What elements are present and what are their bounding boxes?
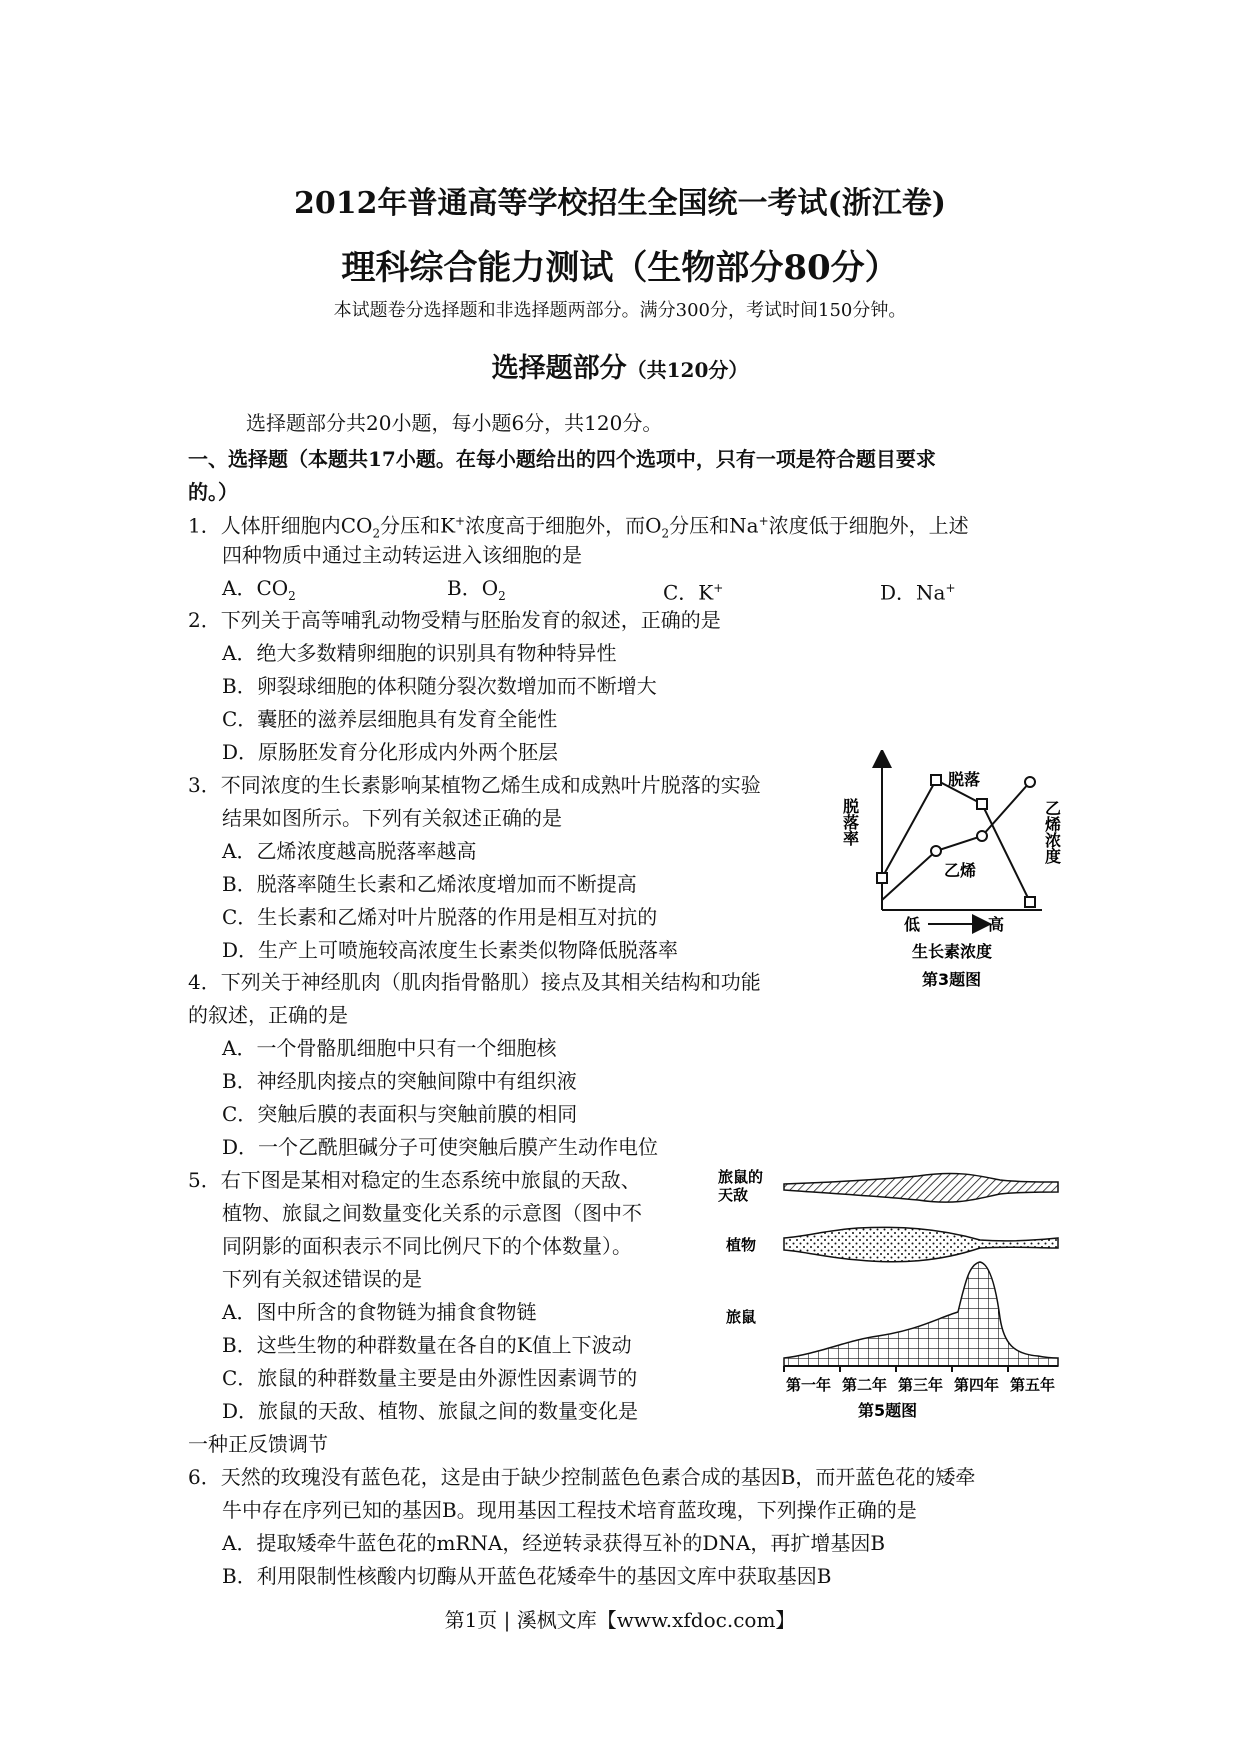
q4-option-a: A．一个骨骼肌细胞中只有一个细胞核 [222, 1036, 557, 1060]
section-title [0, 346, 1240, 385]
q1-text-d: 分压和Na [669, 513, 759, 538]
q1-sup: + [758, 514, 769, 528]
q6-stem-line2: 牛中存在序列已知的基因B。现用基因工程技术培育蓝玫瑰，下列操作正确的是 [222, 1498, 917, 1522]
fig5-caption: 第5题图 [858, 1401, 918, 1418]
fig3-shed-label: 脱落 [948, 770, 981, 789]
q1-option-c: C．K+ [663, 580, 724, 605]
q1-option-a: A．$CO_2$ [222, 576, 296, 603]
q3-option-a: A．乙烯浓度越高脱落率越高 [222, 839, 477, 863]
figure-5 [718, 1168, 1080, 1418]
footer-separator: | [503, 1608, 511, 1632]
fig3-ylabel-left: 脱落率 [840, 798, 860, 846]
fig3-shed-point [877, 873, 887, 883]
q4-option-c: C．突触后膜的表面积与突触前膜的相同 [222, 1102, 578, 1126]
fig3-ylabel-right: 乙烯浓度 [1042, 800, 1062, 864]
q4-stem-line1: 4．下列关于神经肌肉（肌肉指骨骼肌）接点及其相关结构和功能 [188, 970, 761, 994]
q5-stem-line1: 5．右下图是某相对稳定的生态系统中旅鼠的天敌、 [188, 1168, 641, 1192]
q5-option-a: A．图中所含的食物链为捕食食物链 [222, 1300, 537, 1324]
q1-stem-line2: 四种物质中通过主动转运进入该细胞的是 [222, 543, 582, 567]
footer-site-link[interactable]: 溪枫文库【www.xfdoc.com】 [516, 1608, 796, 1632]
q2-option-b: B．卵裂球细胞的体积随分裂次数增加而不断增大 [222, 674, 657, 698]
q2-option-d: D．原肠胚发育分化形成内外两个胚层 [222, 740, 559, 764]
q1-option-d: D．Na+ [880, 580, 956, 605]
fig3-ethylene-point [931, 846, 941, 856]
exam-subtitle: 理科综合能力测试（生物部分80分） [341, 248, 899, 288]
fig5-year-4: 第四年 [954, 1376, 1000, 1394]
q6-option-b: B．利用限制性核酸内切酶从开蓝色花矮牵牛的基因文库中获取基因B [222, 1564, 832, 1588]
q4-option-d: D．一个乙酰胆碱分子可使突触后膜产生动作电位 [222, 1135, 659, 1159]
fig3-x-low: 低 [904, 915, 921, 934]
q1-text-e: 浓度低于细胞外，上述 [768, 513, 969, 538]
q5-stem-line3: 同阴影的面积表示不同比例尺下的个体数量）。 [222, 1234, 632, 1258]
page-footer [0, 1604, 1240, 1633]
fig3-x-high: 高 [988, 915, 1005, 934]
q3-option-c: C．生长素和乙烯对叶片脱落的作用是相互对抗的 [222, 905, 658, 929]
fig5-label-predator: 旅鼠的天敌 [718, 1168, 764, 1204]
section-name: 选择题部分 [491, 353, 627, 384]
fig3-ethylene-point [977, 831, 987, 841]
fig5-label-plant: 植物 [726, 1236, 757, 1254]
q5-stem-line2: 植物、旅鼠之间数量变化关系的示意图（图中不 [222, 1201, 642, 1225]
section-points: （共120分） [626, 358, 749, 382]
fig3-ethylene-label: 乙烯 [944, 861, 977, 880]
q3-stem-line1: 3．不同浓度的生长素影响某植物乙烯生成和成熟叶片脱落的实验 [188, 773, 761, 797]
q1-sup: + [455, 514, 466, 528]
fig5-year-2: 第二年 [842, 1376, 888, 1394]
q5-option-d-line2: 一种正反馈调节 [188, 1432, 328, 1456]
fig3-ethylene-line [882, 782, 1030, 900]
exam-title: 2012年普通高等学校招生全国统一考试(浙江卷) [294, 186, 946, 221]
q5-option-d-line1: D．旅鼠的天敌、植物、旅鼠之间的数量变化是 [222, 1399, 639, 1423]
exam-note: 本试题卷分选择题和非选择题两部分。满分300分，考试时间150分钟。 [333, 300, 907, 321]
fig5-predator-band [784, 1173, 1058, 1202]
fig5-year-5: 第五年 [1010, 1376, 1056, 1394]
q1-sub: 2 [372, 526, 381, 541]
page-number: 第1页 [444, 1608, 498, 1632]
part-header-line1: 一、选择题（本题共17小题。在每小题给出的四个选项中，只有一项是符合题目要求 [188, 447, 936, 471]
q6-option-a: A．提取矮牵牛蓝色花的mRNA，经逆转录获得互补的DNA，再扩增基因B [222, 1531, 886, 1555]
q5-option-b: B．这些生物的种群数量在各自的K值上下波动 [222, 1333, 632, 1357]
q6-stem-line1: 6．天然的玫瑰没有蓝色花，这是由于缺少控制蓝色色素合成的基因B，而开蓝色花的矮牵 [188, 1465, 976, 1489]
q1-text-a: 1．人体肝细胞内CO [188, 513, 373, 538]
q1-text-b: 分压和K [380, 513, 456, 538]
intro-text: 选择题部分共20小题，每小题6分，共120分。 [246, 411, 663, 435]
q2-option-c: C．囊胚的滋养层细胞具有发育全能性 [222, 707, 558, 731]
fig5-lemming-area [784, 1262, 1058, 1366]
fig3-caption: 第3题图 [922, 970, 982, 989]
fig5-year-3: 第三年 [898, 1376, 944, 1394]
fig3-shed-line [882, 780, 1030, 902]
fig5-year-1: 第一年 [786, 1376, 832, 1394]
q4-option-b: B．神经肌肉接点的突触间隙中有组织液 [222, 1069, 577, 1093]
fig5-plant-band [784, 1227, 1058, 1261]
q1-option-b: B．$O_2$ [447, 576, 506, 603]
q3-stem-line2: 结果如图所示。下列有关叙述正确的是 [222, 806, 562, 830]
q2-option-a: A．绝大多数精卵细胞的识别具有物种特异性 [222, 641, 617, 665]
fig5-label-lemming: 旅鼠 [726, 1308, 757, 1326]
q2-stem: 2．下列关于高等哺乳动物受精与胚胎发育的叙述，正确的是 [188, 608, 721, 632]
fig3-xlabel: 生长素浓度 [912, 942, 993, 961]
part-header-line2: 的。） [188, 480, 238, 504]
figure-3 [840, 750, 1080, 1002]
q1-sub: 2 [661, 526, 670, 541]
q3-option-b: B．脱落率随生长素和乙烯浓度增加而不断提高 [222, 872, 637, 896]
q4-stem-line2: 的叙述，正确的是 [188, 1003, 348, 1027]
fig3-shed-point [977, 799, 987, 809]
q3-option-d: D．生产上可喷施较高浓度生长素类似物降低脱落率 [222, 938, 679, 962]
q1-text-c: 浓度高于细胞外，而O [465, 513, 662, 538]
q5-option-c: C．旅鼠的种群数量主要是由外源性因素调节的 [222, 1366, 638, 1390]
q5-stem-line4: 下列有关叙述错误的是 [222, 1267, 422, 1291]
fig3-shed-point [931, 775, 941, 785]
